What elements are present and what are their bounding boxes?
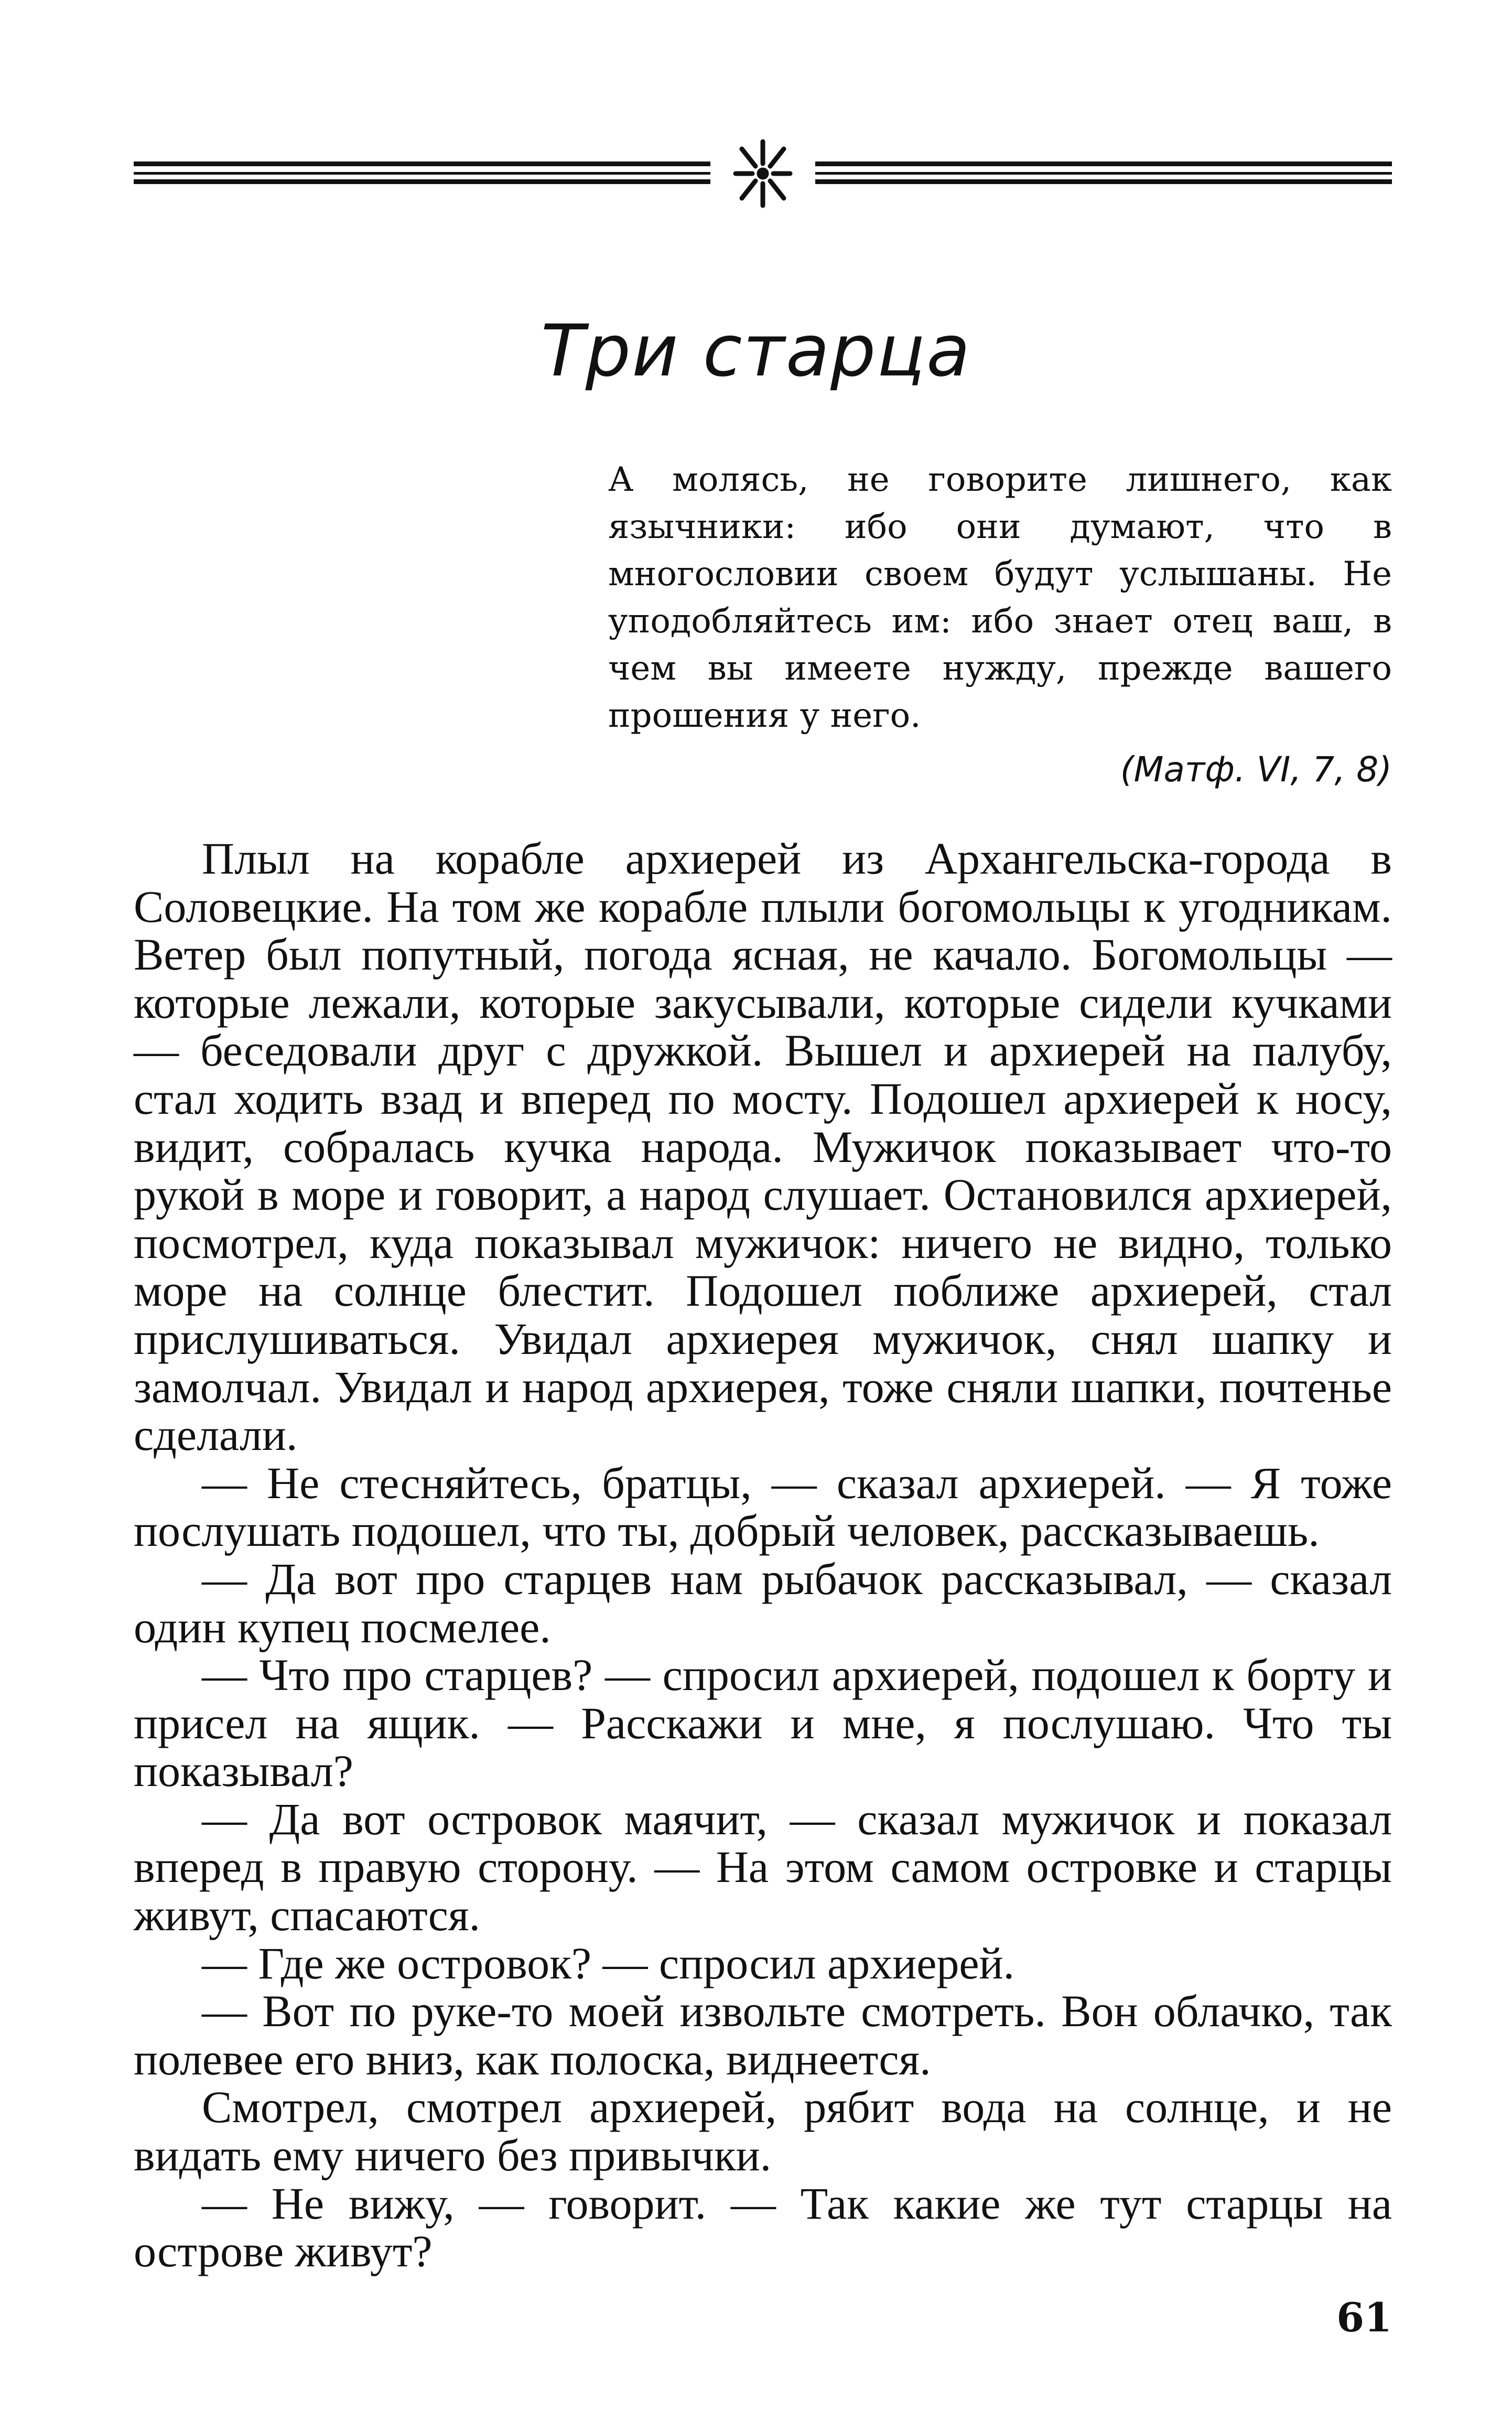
story-paragraph: — Не вижу, — говорит. — Так какие же тут старцы на острове живут? — [134, 2178, 1392, 2277]
page-number: 61 — [1336, 2294, 1392, 2341]
epigraph-source: (Матф. VI, 7, 8) — [1120, 749, 1392, 790]
story-paragraph: — Где же островок? — спросил архиерей. — [202, 1938, 1015, 1988]
story-paragraph: — Да вот про старцев нам рыбачок рассказывал, — сказал один купец посмелее. — [134, 1553, 1392, 1652]
story-paragraph: Плыл на корабле архиерей из Архангельска-города в Соловецкие. На том же корабле плыли богомольцы к угодникам. Ветер был попутный, погода ясная, не качало. Богомольцы — которые лежали, которые закусывали, которые сидели кучками — беседовали друг с дружкой. Вышел и архиерей на палубу, стал ходить взад и вперед по мосту. Подошел архиерей к носу, видит, собралась кучка народа. Мужичок показывает что-то рукой в море и говорит, а народ слушает. Остановился архиерей, посмотрел, куда показывал мужичок: ничего не видно, только море на солнце блестит. Подошел поближе архиерей, стал прислушиваться. Увидал архиерея мужичок, снял шапку и замолчал. Увидал и народ архиерея, тоже сняли шапки, почтенье сделали. — [134, 833, 1392, 1460]
story-body — [134, 835, 1392, 2276]
story-paragraph: — Не стесняйтесь, братцы, — сказал архиерей. — Я тоже послушать подошел, что ты, добрый человек, рассказываешь. — [134, 1457, 1392, 1556]
story-title: Три старца — [541, 310, 971, 393]
story-paragraph: Смотрел, смотрел архиерей, рябит вода на солнце, и не видать ему ничего без привычки. — [134, 2082, 1392, 2181]
epigraph-text: А молясь, не говорите лишнего, как язычники: ибо они думают, что в многословии своем будут услышаны. Не уподобляйтесь им: ибо знает отец ваш, в чем вы имеете нужду, прежде вашего прошения у него. — [608, 460, 1392, 735]
story-paragraph: — Вот по руке-то моей извольте смотреть. Вон облачко, так полевее его вниз, как полоска, виднеется. — [134, 1986, 1392, 2084]
ornament-flower-icon — [736, 142, 790, 206]
header-ornament — [134, 137, 1392, 211]
story-paragraph: — Да вот островок маячит, — сказал мужичок и показал вперед в правую сторону. — На этом самом островке и старцы живут, спасаются. — [134, 1793, 1392, 1941]
story-paragraph: — Что про старцев? — спросил архиерей, подошел к борту и присел на ящик. — Расскажи и мне, я послушаю. Что ты показывал? — [134, 1650, 1392, 1797]
ornament-rule-right — [815, 162, 1392, 184]
ornament-rule-left — [134, 162, 710, 184]
